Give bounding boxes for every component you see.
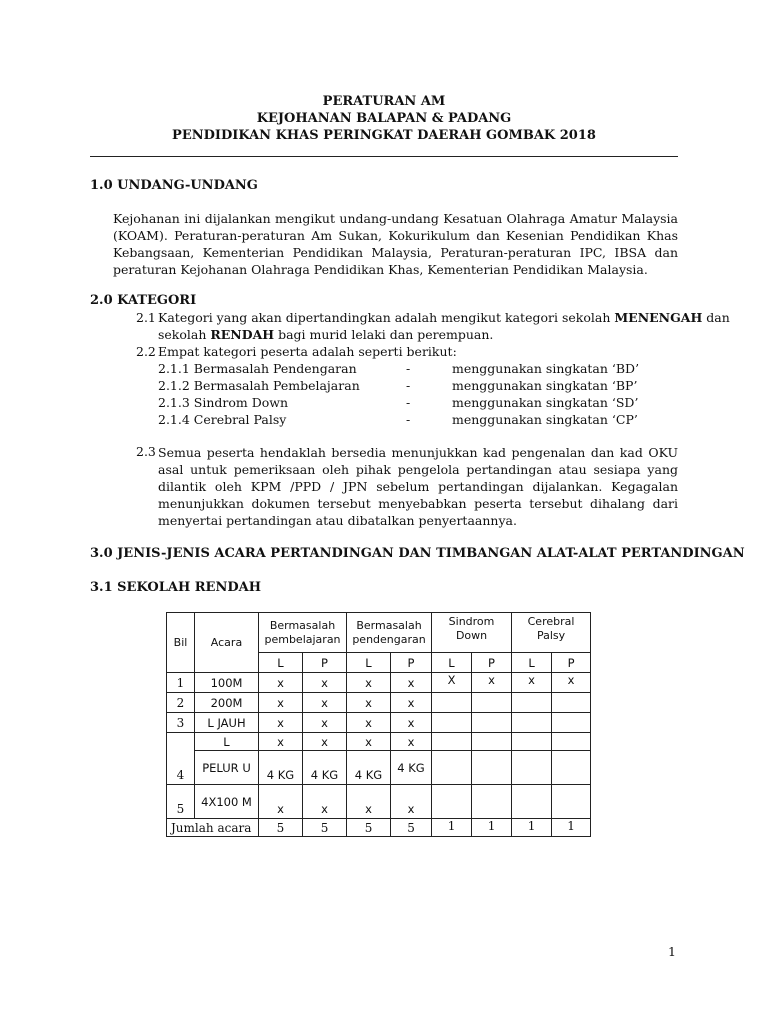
section-1-paragraph: Kejohanan ini dijalankan mengikut undang-undang Kesatuan Olahraga Amatur Malaysia (KOAM). Peraturan-peraturan Am Sukan, Kokurikulum dan Kesenian Pendidikan Khas Kebangsaan, Kementerian Pendidikan Malaysia, Peraturan-peraturan IPC, IBSA dan peraturan Kejohanan Olahraga Pendidikan Khas, Kementerian Pendidikan Malaysia. [113, 211, 678, 277]
cell-bil: 1 [167, 673, 195, 693]
header-l: L [347, 653, 391, 673]
cell-value: x [347, 785, 391, 819]
category-dash: - [406, 378, 411, 393]
category-abbr: menggunakan singkatan ‘CP’ [452, 412, 638, 427]
category-label: 2.1.4 Cerebral Palsy [158, 412, 287, 427]
cell-empty [552, 733, 591, 751]
cell-value: x [303, 673, 347, 693]
cell-value: x [347, 673, 391, 693]
cell-value: x [391, 673, 432, 693]
cell-value: x [259, 713, 303, 733]
cell-empty [512, 693, 552, 713]
cell-value: 4 KG [347, 751, 391, 785]
cell-empty [512, 751, 552, 785]
cell-bil: 2 [167, 693, 195, 713]
item-2-3-paragraph: Semua peserta hendaklah bersedia menunjukkan kad pengenalan dan kad OKU asal untuk pemeriksaan oleh pihak pengelola pertandingan atau sesiapa yang dilantik oleh KPM /PPD / JPN sebelum pertandingan dijalankan. Kegagalan menunjukkan dokumen tersebut menyebabkan peserta tersebut dihalang dari menyertai pertandingan atau dibatalkan penyertaannya. [158, 445, 678, 528]
cell-value: x [347, 693, 391, 713]
header-p: P [303, 653, 347, 673]
table-header-row [167, 613, 591, 653]
item-2-2-text: Empat kategori peserta adalah seperti berikut: [158, 344, 457, 359]
cell-value: x [391, 733, 432, 751]
page-number: 1 [668, 944, 676, 959]
table-row [167, 673, 591, 693]
category-abbr: menggunakan singkatan ‘BP’ [452, 378, 638, 393]
item-2-1-line-1: Kategori yang akan dipertandingkan adalah mengikut kategori sekolah MENENGAH dan [158, 310, 730, 325]
total-value: 5 [259, 819, 303, 837]
cell-value: x [391, 785, 432, 819]
cell-value: x [391, 713, 432, 733]
header-cerebral-palsy: Cerebral Palsy [512, 613, 591, 653]
category-abbr: menggunakan singkatan ‘SD’ [452, 395, 639, 410]
cell-bil: 4 [167, 733, 195, 785]
item-2-1-number: 2.1 [136, 310, 156, 325]
total-value: 1 [552, 819, 591, 837]
section-2-heading: 2.0 KATEGORI [90, 293, 197, 308]
cell-bil: 5 [167, 785, 195, 819]
total-value: 1 [512, 819, 552, 837]
table-row [167, 693, 591, 713]
cell-empty [472, 693, 512, 713]
cell-value: 4 KG [303, 751, 347, 785]
table-row [167, 713, 591, 733]
cell-value: 4 KG [391, 751, 432, 785]
header-l: L [512, 653, 552, 673]
cell-empty [472, 713, 512, 733]
item-2-2-number: 2.2 [136, 344, 156, 359]
cell-value: x [259, 673, 303, 693]
item-2-1-line-2: sekolah RENDAH bagi murid lelaki dan perempuan. [158, 327, 494, 342]
cell-acara: 200M [195, 693, 259, 713]
section-3-1-heading: 3.1 SEKOLAH RENDAH [90, 580, 261, 595]
cell-acara: 100M [195, 673, 259, 693]
cell-empty [432, 693, 472, 713]
header-p: P [391, 653, 432, 673]
cell-value: x [552, 673, 591, 693]
total-value: 5 [391, 819, 432, 837]
cell-acara: PELUR U [195, 751, 259, 785]
cell-empty [472, 751, 512, 785]
cell-empty [552, 751, 591, 785]
header-bil: Bil [167, 613, 195, 673]
item-2-3-number: 2.3 [136, 444, 156, 459]
header-bermasalah-pendengaran: Bermasalah pendengaran [347, 613, 432, 653]
total-label: Jumlah acara [167, 819, 259, 837]
category-dash: - [406, 412, 411, 427]
table-total-row [167, 819, 591, 837]
cell-empty [432, 733, 472, 751]
cell-value: x [259, 785, 303, 819]
category-abbr: menggunakan singkatan ‘BD’ [452, 361, 640, 376]
cell-acara: 4X100 M [195, 785, 259, 819]
doc-title: PERATURAN AM [322, 94, 446, 109]
cell-value: x [259, 693, 303, 713]
cell-acara: L [195, 733, 259, 751]
total-value: 1 [472, 819, 512, 837]
cell-value: x [303, 785, 347, 819]
cell-value: x [512, 673, 552, 693]
header-l: L [432, 653, 472, 673]
category-label: 2.1.2 Bermasalah Pembelajaran [158, 378, 360, 393]
category-label: 2.1.3 Sindrom Down [158, 395, 289, 410]
cell-empty [552, 693, 591, 713]
section-3-heading: 3.0 JENIS-JENIS ACARA PERTANDINGAN DAN TIMBANGAN ALAT-ALAT PERTANDINGAN [90, 546, 745, 561]
events-table [166, 612, 591, 837]
section-1-heading: 1.0 UNDANG-UNDANG [90, 178, 258, 193]
cell-empty [552, 785, 591, 819]
total-value: 5 [303, 819, 347, 837]
cell-value: 4 KG [259, 751, 303, 785]
category-dash: - [406, 395, 411, 410]
category-label: 2.1.1 Bermasalah Pendengaran [158, 361, 357, 376]
cell-acara: L JAUH [195, 713, 259, 733]
cell-empty [432, 713, 472, 733]
table-row [167, 785, 591, 819]
cell-value: x [303, 713, 347, 733]
header-p: P [552, 653, 591, 673]
table-row [167, 733, 591, 751]
cell-empty [472, 785, 512, 819]
cell-value: x [347, 713, 391, 733]
total-value: 1 [432, 819, 472, 837]
doc-subtitle-2: PENDIDIKAN KHAS PERINGKAT DAERAH GOMBAK 2018 [172, 128, 596, 143]
cell-empty [512, 713, 552, 733]
cell-value: x [303, 733, 347, 751]
cell-bil: 3 [167, 713, 195, 733]
header-l: L [259, 653, 303, 673]
header-divider [90, 156, 678, 157]
cell-value: x [259, 733, 303, 751]
cell-value: x [347, 733, 391, 751]
cell-value: x [391, 693, 432, 713]
total-value: 5 [347, 819, 391, 837]
header-sindrom-down: Sindrom Down [432, 613, 512, 653]
cell-empty [512, 733, 552, 751]
cell-empty [432, 785, 472, 819]
cell-empty [432, 751, 472, 785]
category-dash: - [406, 361, 411, 376]
cell-value: x [303, 693, 347, 713]
header-acara: Acara [195, 613, 259, 673]
header-bermasalah-pembelajaran: Bermasalah pembelajaran [259, 613, 347, 653]
cell-empty [552, 713, 591, 733]
cell-empty [512, 785, 552, 819]
cell-value: X [432, 673, 472, 693]
header-p: P [472, 653, 512, 673]
cell-empty [472, 733, 512, 751]
doc-subtitle: KEJOHANAN BALAPAN & PADANG [256, 111, 512, 126]
table-row [167, 751, 591, 785]
cell-value: x [472, 673, 512, 693]
